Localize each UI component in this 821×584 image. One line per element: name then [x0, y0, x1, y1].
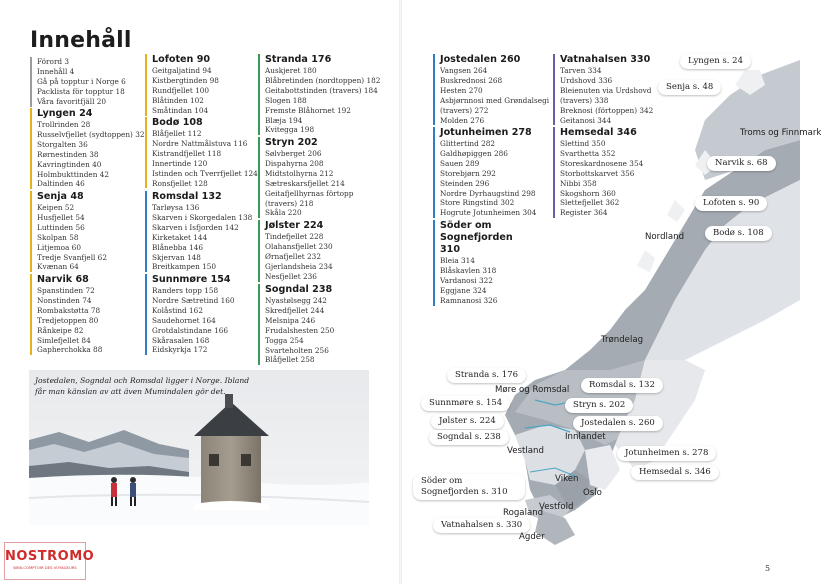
toc-item[interactable]: Skarven i Isfjorden 142	[152, 222, 239, 232]
region-label-troms-og-finnmark: Troms og Finnmark	[740, 128, 821, 138]
toc-item[interactable]: Dispahyrna 208	[265, 158, 324, 168]
toc-item[interactable]: Fremste Blåhornet 192	[265, 105, 351, 115]
toc-item[interactable]: Randers topp 158	[152, 286, 219, 295]
toc-item[interactable]: Daltinden 46	[37, 179, 85, 189]
toc-item[interactable]: Geitabottstinden (travers) 184	[265, 85, 378, 95]
toc-item[interactable]: Packlista för topptur 18	[37, 86, 125, 96]
toc-item[interactable]: Sætreskarsfjellet 214	[265, 178, 345, 188]
map-tag-jostedalen[interactable]: Jostedalen s. 260	[573, 416, 663, 431]
nostromo-logo	[4, 542, 95, 580]
region-label-trondelag: Trøndelag	[601, 335, 644, 345]
toc-section-heading[interactable]: Lyngen 24	[37, 108, 93, 119]
toc-item[interactable]: Slettind 350	[560, 139, 606, 148]
toc-item[interactable]: Svarteholten 256	[265, 345, 329, 355]
region-label-vestfold: Vestfold	[539, 502, 574, 512]
toc-item[interactable]: Luttinden 56	[37, 222, 85, 232]
toc-item[interactable]: Våra favoritfjäll 20	[37, 96, 107, 106]
toc-item[interactable]: Ørnafjellet 232	[265, 251, 321, 261]
map-tag-lofoten[interactable]: Lofoten s. 90	[695, 196, 767, 211]
toc-item[interactable]: Breitkampen 150	[152, 262, 217, 272]
toc-section-jolster	[258, 220, 333, 282]
toc-item[interactable]: Innehåll 4	[37, 66, 75, 76]
toc-item[interactable]: Register 364	[560, 208, 608, 218]
toc-item[interactable]: Slogen 188	[265, 95, 307, 105]
toc-item[interactable]: Blåtinden 102	[152, 95, 204, 105]
toc-item[interactable]: Grotdalstindane 166	[152, 325, 228, 335]
toc-section-heading[interactable]: Stranda 176	[265, 54, 332, 65]
toc-item[interactable]: Melsnipa 246	[265, 315, 316, 325]
toc-item[interactable]: Blåfjellet 112	[152, 129, 202, 138]
toc-item[interactable]: Kavringtinden 40	[37, 159, 102, 169]
map-tag-hemsedal[interactable]: Hemsedal s. 346	[631, 465, 719, 480]
toc-item[interactable]: Auskjeret 180	[265, 66, 317, 75]
toc-item[interactable]: Innertinde 120	[152, 158, 208, 168]
toc-section-lofoten	[145, 54, 219, 116]
toc-item[interactable]: Litjemoa 60	[37, 242, 81, 252]
toc-section-heading[interactable]: Sogndal 238	[265, 284, 333, 295]
toc-item[interactable]: Svarthetta 352	[560, 148, 616, 158]
toc-item[interactable]: Tarløysa 136	[152, 203, 200, 212]
toc-section-heading[interactable]: Hemsedal 346	[560, 127, 637, 138]
map-tag-romsdal[interactable]: Romsdal s. 132	[581, 378, 663, 393]
toc-section-lyngen	[30, 108, 145, 189]
toc-item[interactable]: Keipen 52	[37, 203, 75, 212]
toc-item[interactable]: Vangsen 264	[440, 66, 488, 75]
toc-item[interactable]: (travers) 218	[265, 198, 314, 208]
map-tag-sogndal[interactable]: Sogndal s. 238	[429, 430, 509, 445]
map-tag-jotunheimen[interactable]: Jotunheimen s. 278	[617, 446, 716, 461]
toc-section-narvik	[30, 274, 102, 355]
toc-item[interactable]: Småtindan 104	[152, 105, 209, 115]
toc-item[interactable]: Ramnanosi 326	[440, 295, 498, 305]
toc-item[interactable]: Storgalten 36	[37, 139, 88, 149]
toc-item[interactable]: Nyastølsegg 242	[265, 296, 327, 305]
toc-item[interactable]: Gjerlandsheia 234	[265, 261, 333, 271]
toc-item[interactable]: Blånebba 146	[152, 242, 204, 252]
map-tag-stryn[interactable]: Stryn s. 202	[565, 398, 633, 413]
photo-caption: Jostedalen, Sogndal och Romsdal ligger i Norge. Ibland får man känslan av att även Mumindalen gör det.	[35, 376, 250, 396]
toc-item[interactable]: Eidskyrkja 172	[152, 345, 208, 355]
toc-section-stranda	[258, 54, 380, 135]
toc-item[interactable]: Hesten 270	[440, 85, 483, 95]
toc-item[interactable]: Skårasalen 168	[152, 335, 210, 345]
toc-section-bodo	[145, 117, 258, 188]
toc-item[interactable]: Urdshovd 336	[560, 75, 613, 85]
map-tag-vatnahalsen[interactable]: Vatnahalsen s. 330	[433, 518, 530, 533]
toc-item[interactable]: Storebjørn 292	[440, 168, 496, 178]
toc-item[interactable]: Frudalshesten 250	[265, 325, 335, 335]
toc-item[interactable]: Molden 276	[440, 115, 485, 125]
toc-item[interactable]: Russelvfjellet (sydtoppen) 32	[37, 129, 145, 139]
toc-item[interactable]: Bleia 314	[440, 256, 475, 265]
toc-item[interactable]: Rånkeipe 82	[37, 325, 84, 335]
toc-item[interactable]: Skjervan 148	[152, 252, 201, 262]
map-tag-soder-om-sognefjorden[interactable]: Söder om Sognefjorden s. 310	[413, 474, 525, 500]
page-gutter	[399, 0, 402, 584]
toc-section-intro	[30, 57, 126, 107]
toc-item[interactable]: Kvænan 64	[37, 262, 79, 272]
toc-item[interactable]: Kistbergtinden 98	[152, 75, 219, 85]
toc-section-sunnmore	[145, 274, 235, 355]
region-label-agder: Agder	[519, 532, 545, 542]
logo-tagline: WEB-COMPTOIR DES VOYAGEURS	[13, 565, 77, 570]
toc-item[interactable]: Store Ringstind 302	[440, 198, 515, 208]
toc-section-heading[interactable]: Narvik 68	[37, 274, 89, 285]
region-label-vestland: Vestland	[507, 446, 544, 456]
toc-item[interactable]: Olahansfjellet 230	[265, 241, 333, 251]
toc-section-heading[interactable]: Sunnmøre 154	[152, 274, 231, 285]
toc-item[interactable]: Steinden 296	[440, 178, 490, 188]
toc-item[interactable]: Breknosi (förtoppen) 342	[560, 105, 654, 115]
norway-map	[405, 40, 821, 560]
toc-section-heading[interactable]: Jølster 224	[265, 220, 324, 231]
toc-item[interactable]: Tredjetoppen 80	[37, 315, 99, 325]
toc-item[interactable]: Skogshorn 360	[560, 188, 616, 198]
toc-item[interactable]: Togga 254	[265, 335, 304, 345]
toc-item[interactable]: Istinden och Tverrfjellet 124	[152, 168, 258, 178]
toc-item[interactable]: Midtstolhyrna 212	[265, 168, 334, 178]
toc-item[interactable]: Skåla 220	[265, 208, 302, 218]
toc-item[interactable]: Buskrednosi 268	[440, 75, 503, 85]
toc-item[interactable]: Storeskardnosene 354	[560, 158, 644, 168]
toc-item[interactable]: Blåskavlen 318	[440, 265, 497, 275]
toc-section-heading[interactable]: Jostedalen 260	[440, 54, 521, 65]
toc-item[interactable]: Skolpan 58	[37, 232, 79, 242]
toc-item[interactable]: Skarven i Skorgedalen 138	[152, 212, 253, 222]
toc-item[interactable]: Sølvberget 206	[265, 149, 322, 158]
map-tag-senja[interactable]: Senja s. 48	[658, 80, 721, 95]
toc-item[interactable]: Sauen 289	[440, 158, 480, 168]
toc-item[interactable]: Glittertind 282	[440, 139, 496, 148]
toc-section-heading[interactable]: Lofoten 90	[152, 54, 211, 65]
toc-item[interactable]: Nordre Sætretind 160	[152, 295, 235, 305]
region-label-rogaland: Rogaland	[503, 508, 544, 518]
toc-item[interactable]: Blæja 194	[265, 115, 303, 125]
toc-item[interactable]: Saudehornet 164	[152, 315, 216, 325]
toc-item[interactable]: Rundfjellet 100	[152, 85, 210, 95]
toc-item[interactable]: Skredfjellet 244	[265, 305, 325, 315]
toc-item[interactable]: Blåbretinden (nordtoppen) 182	[265, 75, 381, 85]
toc-item[interactable]: Vardanosi 322	[440, 275, 493, 285]
toc-item[interactable]: (travers) 272	[440, 105, 489, 115]
toc-item[interactable]: Geitgaljatind 94	[152, 66, 212, 75]
region-label-innlandet: Innlandet	[565, 432, 606, 442]
hut-photo	[29, 370, 369, 525]
toc-section-senja	[30, 191, 107, 272]
toc-section-sogndal	[258, 284, 334, 365]
toc-item[interactable]: Nordre Dyrhaugstind 298	[440, 188, 536, 198]
toc-item[interactable]: Eggjane 324	[440, 285, 487, 295]
toc-item[interactable]: Nesfjellet 236	[265, 271, 317, 281]
toc-item[interactable]: Simlefjellet 84	[37, 335, 91, 345]
map-tag-jolster[interactable]: Jølster s. 224	[431, 414, 504, 429]
toc-item[interactable]: Storbottskarvet 356	[560, 168, 635, 178]
toc-title: Innehåll	[30, 28, 132, 53]
toc-item[interactable]: Tindefjellet 228	[265, 232, 324, 241]
toc-item[interactable]: Tarven 334	[560, 66, 602, 75]
toc-item[interactable]: Kistrandfjellet 118	[152, 148, 222, 158]
toc-item[interactable]: Blåfjellet 258	[265, 355, 315, 365]
toc-section-heading[interactable]: Romsdal 132	[152, 191, 222, 202]
toc-item[interactable]: Holmbukttinden 42	[37, 169, 109, 179]
toc-section-heading[interactable]: Söder om Sognefjorden 310	[440, 220, 513, 255]
toc-item[interactable]: Hogrute Jotunheimen 304	[440, 208, 537, 218]
toc-section-heading[interactable]: Bodø 108	[152, 117, 203, 128]
region-label-more-og-romsdal: Møre og Romsdal	[495, 385, 570, 395]
toc-item[interactable]: Bleienuten via Urdshovd	[560, 85, 652, 95]
region-label-nordland: Nordland	[645, 232, 685, 242]
toc-item[interactable]: Rombakstøtta 78	[37, 305, 101, 315]
logo-wordmark: NOSTROMO	[5, 549, 95, 564]
toc-item[interactable]: Nonstinden 74	[37, 295, 92, 305]
toc-item[interactable]: Rørnestinden 38	[37, 149, 99, 159]
toc-item[interactable]: Galdhøpiggen 286	[440, 148, 508, 158]
toc-item[interactable]: Gå på topptur i Norge 6	[37, 76, 126, 86]
toc-item[interactable]: Nordre Nattmålstuva 116	[152, 138, 248, 148]
toc-item[interactable]: Förord 3	[37, 57, 70, 66]
map-tag-stranda[interactable]: Stranda s. 176	[447, 368, 526, 383]
toc-item[interactable]: Asbjørnnosi med Grøndalsegi	[440, 95, 550, 105]
map-tag-lyngen[interactable]: Lyngen s. 24	[680, 54, 751, 69]
toc-section-stryn	[258, 137, 353, 218]
toc-section-heading[interactable]: Vatnahalsen 330	[560, 54, 651, 65]
map-tag-sunnmore[interactable]: Sunnmøre s. 154	[421, 396, 510, 411]
toc-item[interactable]: Geitafjellhyrnas förtopp	[265, 188, 354, 198]
region-label-oslo: Oslo	[583, 488, 602, 498]
toc-item[interactable]: Geitanosi 344	[560, 115, 612, 125]
map-tag-narvik[interactable]: Narvik s. 68	[707, 156, 776, 171]
toc-item[interactable]: Slettefjellet 362	[560, 198, 620, 208]
toc-item[interactable]: Nibbi 358	[560, 178, 597, 188]
toc-item[interactable]: Husfjellet 54	[37, 212, 85, 222]
toc-item[interactable]: Gapherchokka 88	[37, 345, 103, 355]
region-label-viken: Viken	[555, 474, 579, 484]
toc-section-romsdal	[145, 191, 252, 272]
toc-item[interactable]: Tredje Svanfjell 62	[37, 252, 107, 262]
toc-item[interactable]: Kvitegga 198	[265, 125, 315, 135]
map-tag-bodo[interactable]: Bodø s. 108	[705, 226, 772, 241]
toc-item[interactable]: Ronsfjellet 128	[152, 178, 208, 188]
toc-item[interactable]: Kolåstind 162	[152, 305, 203, 315]
toc-section-heading[interactable]: Jotunheimen 278	[440, 127, 532, 138]
toc-section-heading[interactable]: Senja 48	[37, 191, 84, 202]
toc-item[interactable]: Kirketaket 144	[152, 232, 208, 242]
page-number: 5	[765, 564, 771, 573]
toc-item[interactable]: Spanstinden 72	[37, 286, 95, 295]
toc-item[interactable]: Trollrinden 28	[37, 120, 91, 129]
toc-item[interactable]: (travers) 338	[560, 95, 609, 105]
toc-section-heading[interactable]: Stryn 202	[265, 137, 318, 148]
